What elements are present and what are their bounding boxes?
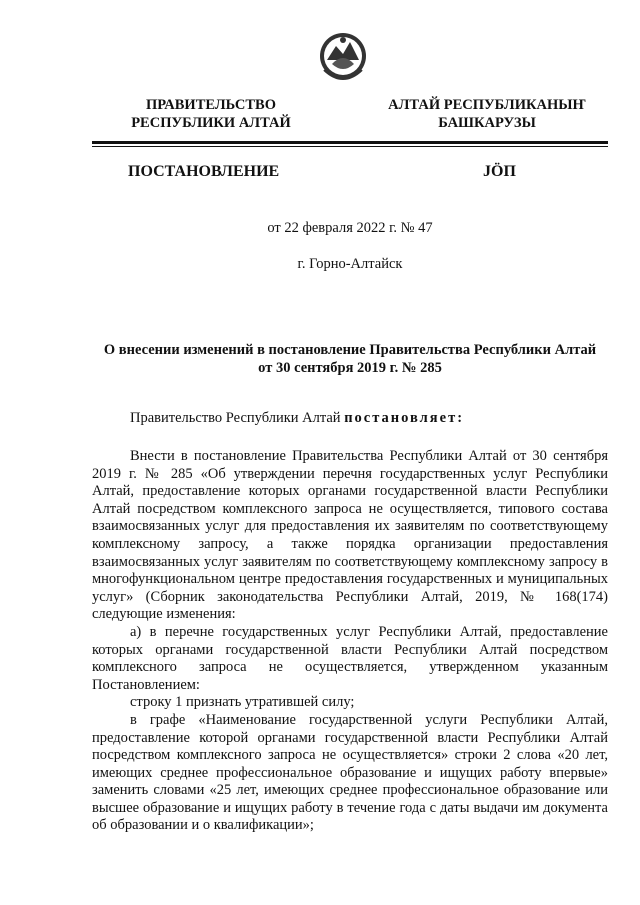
preamble-verb: постановляет: [344, 410, 465, 426]
title-line1: О внесении изменений в постановление Правительства Республики Алтай [103, 342, 597, 358]
doc-type-russian: ПОСТАНОВЛЕНИЕ [128, 163, 280, 180]
document-body [92, 448, 608, 835]
coat-of-arms-emblem-icon [318, 26, 368, 86]
org-name-altai [372, 96, 602, 132]
preamble-text: Правительство Республики Алтай [130, 410, 341, 426]
paragraph: в графе «Наименование государственной услуги Республики Алтай, предоставление которой органами государственной власти Республики Алтай посредством комплексного запроса не осуществляется» строки 2 слова «20 лет, имеющих среднее профессиональное образование и ищущих работу впервые» заменить словами «25 лет, имеющих среднее профессиональное образование или высшее образование и ищущих работу в течение года с даты выдачи им документа об образовании и о квалификации»; [92, 711, 608, 834]
title-line2: от 30 сентября 2019 г. № 285 [258, 360, 442, 376]
org-name-russian-line1: ПРАВИТЕЛЬСТВО [146, 97, 276, 113]
preamble [130, 410, 464, 427]
paragraph: Внести в постановление Правительства Республики Алтай от 30 сентября 2019 г. № 285 «Об утверждении перечня государственных услуг Республики Алтай, предоставление которых органами государственной власти Республики Алтай посредством комплексного запроса не осуществляется, типового состава взаимосвязанных услуг для предоставления их заявителям по соответствующему комплексному запросу, а также порядка организации предоставления взаимосвязанных услуг заявителям по соответствующему комплексному запросу в многофункциональном центре предоставления государственных и муниципальных услуг» (Сборник законодательства Республики Алтай, 2019, № 168(174) следующие изменения: [92, 448, 608, 623]
org-name-russian-line2: РЕСПУБЛИКИ АЛТАЙ [131, 115, 291, 131]
document-title [92, 341, 608, 377]
paragraph: а) в перечне государственных услуг Республики Алтай, предоставление которых органами государственной власти Республики Алтай посредством комплексного запроса не осуществляется, утвержденном указанным Постановлением: [92, 623, 608, 693]
paragraph: строку 1 признать утратившей силу; [130, 694, 355, 711]
doc-type-altai: JӦП [483, 163, 516, 180]
org-name-altai-line1: АЛТАЙ РЕСПУБЛИКАНЫҤ [388, 97, 586, 113]
org-name-altai-line2: БАШКАРУЗЫ [438, 115, 536, 131]
city: г. Горно-Алтайск [297, 256, 403, 272]
header-divider [92, 141, 608, 147]
date-number: от 22 февраля 2022 г. № 47 [267, 220, 433, 236]
org-name-russian [96, 96, 326, 132]
